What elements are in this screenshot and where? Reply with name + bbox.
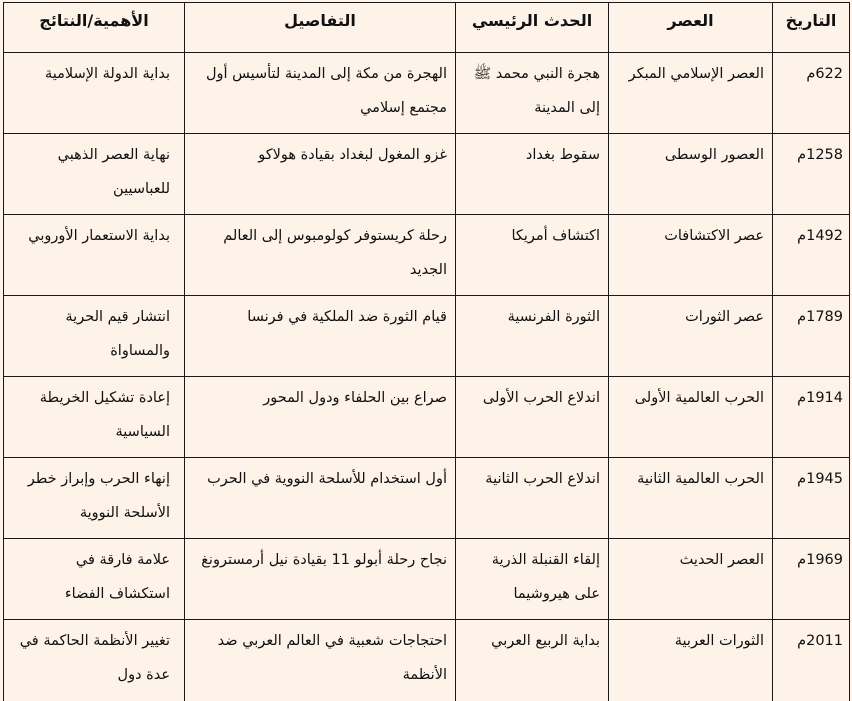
cell-event: اندلاع الحرب الأولى — [456, 377, 609, 458]
cell-era: الحرب العالمية الثانية — [609, 458, 773, 539]
cell-date: 1492م — [773, 215, 850, 296]
cell-impact: بداية الدولة الإسلامية — [4, 53, 185, 134]
cell-details: نجاح رحلة أبولو 11 بقيادة نيل أرمسترونغ — [185, 539, 456, 620]
cell-date: 1969م — [773, 539, 850, 620]
cell-date: 1914م — [773, 377, 850, 458]
cell-details: رحلة كريستوفر كولومبوس إلى العالم الجديد — [185, 215, 456, 296]
cell-details: قيام الثورة ضد الملكية في فرنسا — [185, 296, 456, 377]
cell-details: غزو المغول لبغداد بقيادة هولاكو — [185, 134, 456, 215]
cell-details: احتجاجات شعبية في العالم العربي ضد الأنظمة — [185, 620, 456, 701]
table-row — [4, 53, 850, 134]
cell-impact: بداية الاستعمار الأوروبي — [4, 215, 185, 296]
table-row — [4, 620, 850, 701]
header-date: التاريخ — [773, 3, 850, 53]
table-row — [4, 134, 850, 215]
cell-era: عصر الاكتشافات — [609, 215, 773, 296]
cell-date: 622م — [773, 53, 850, 134]
cell-era: الثورات العربية — [609, 620, 773, 701]
table-row — [4, 377, 850, 458]
cell-date: 1258م — [773, 134, 850, 215]
header-impact: الأهمية/النتائج — [4, 3, 185, 53]
history-timeline-table — [3, 2, 850, 701]
cell-impact: انتشار قيم الحرية والمساواة — [4, 296, 185, 377]
cell-date: 2011م — [773, 620, 850, 701]
cell-era: العصر الحديث — [609, 539, 773, 620]
cell-era: العصور الوسطى — [609, 134, 773, 215]
cell-impact: نهاية العصر الذهبي للعباسيين — [4, 134, 185, 215]
cell-impact: إعادة تشكيل الخريطة السياسية — [4, 377, 185, 458]
table-row — [4, 215, 850, 296]
header-event: الحدث الرئيسي — [456, 3, 609, 53]
cell-impact: علامة فارقة في استكشاف الفضاء — [4, 539, 185, 620]
table-row — [4, 458, 850, 539]
header-era: العصر — [609, 3, 773, 53]
cell-event: اكتشاف أمريكا — [456, 215, 609, 296]
cell-era: العصر الإسلامي المبكر — [609, 53, 773, 134]
cell-event: بداية الربيع العربي — [456, 620, 609, 701]
cell-date: 1789م — [773, 296, 850, 377]
cell-impact: إنهاء الحرب وإبراز خطر الأسلحة النووية — [4, 458, 185, 539]
cell-details: الهجرة من مكة إلى المدينة لتأسيس أول مجتمع إسلامي — [185, 53, 456, 134]
table-row — [4, 296, 850, 377]
cell-date: 1945م — [773, 458, 850, 539]
cell-era: عصر الثورات — [609, 296, 773, 377]
cell-details: أول استخدام للأسلحة النووية في الحرب — [185, 458, 456, 539]
cell-impact: تغيير الأنظمة الحاكمة في عدة دول — [4, 620, 185, 701]
table-body — [4, 53, 850, 701]
cell-era: الحرب العالمية الأولى — [609, 377, 773, 458]
cell-event: سقوط بغداد — [456, 134, 609, 215]
cell-details: صراع بين الحلفاء ودول المحور — [185, 377, 456, 458]
cell-event: اندلاع الحرب الثانية — [456, 458, 609, 539]
cell-event: هجرة النبي محمد ﷺ إلى المدينة — [456, 53, 609, 134]
header-row — [4, 3, 850, 53]
header-details: التفاصيل — [185, 3, 456, 53]
table-row — [4, 539, 850, 620]
cell-event: إلقاء القنبلة الذرية على هيروشيما — [456, 539, 609, 620]
cell-event: الثورة الفرنسية — [456, 296, 609, 377]
table-header — [4, 3, 850, 53]
